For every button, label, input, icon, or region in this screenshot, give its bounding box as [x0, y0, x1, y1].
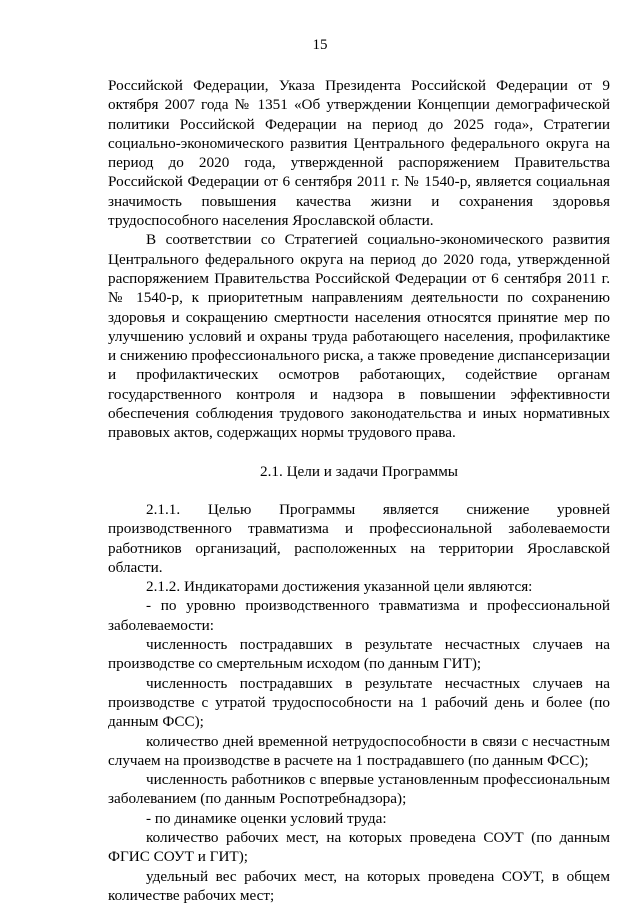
list-item: численность работников с впервые установленным профессиональным заболеванием (по данным Роспотребнадзора);	[108, 771, 610, 808]
list-item: численность пострадавших в результате несчастных случаев на производстве с утратой трудоспособности на 1 рабочий день и более (по данным ФСС);	[108, 674, 610, 731]
list-item: количество рабочих мест, на которых проведена СОУТ (по данным ФГИС СОУТ и ГИТ);	[108, 828, 610, 866]
item-indicators: 2.1.2. Индикаторами достижения указанной цели являются:	[146, 578, 533, 596]
list-item: удельный вес рабочих мест, на которых проведена СОУТ, в общем количестве рабочих мест;	[108, 867, 610, 904]
list-item: численность пострадавших в результате несчастных случаев на производстве со смертельным исходом (по данным ГИТ);	[108, 636, 610, 673]
item-goal: 2.1.1. Целью Программы является снижение уровней производственного травматизма и профессиональной заболеваемости работников организаций, расположенных на территории Ярославской области.	[108, 500, 610, 576]
paragraph-intro-continuation: Российской Федерации, Указа Президента Российской Федерации от 9 октября 2007 года № 1351 «Об утверждении Концепции демографической политики Российской Федерации на период до 2025 года», Стратегии социально-экономического развития Центрального федерального округа на период до 2020 года, утвержденной распоряжением Правительства Российской Федерации от 6 сентября 2011 г. № 1540-р, является социальная значимость повышения качества жизни и сохранения здоровья трудоспособного населения Ярославской области.	[108, 77, 610, 230]
list-item: количество дней временной нетрудоспособности в связи с несчастным случаем на производстве в расчете на 1 пострадавшего (по данным ФСС);	[108, 732, 610, 769]
list-item: - по динамике оценки условий труда:	[146, 809, 387, 827]
section-heading: 2.1. Цели и задачи Программы	[259, 462, 459, 480]
document-body	[108, 76, 610, 905]
page-number: 15	[312, 37, 328, 53]
list-item: - по уровню производственного травматизма и профессиональной заболеваемости:	[108, 597, 610, 634]
paragraph-strategy: В соответствии со Стратегией социально-экономического развития Центрального федерального округа на период до 2020 года, утвержденной распоряжением Правительства Российской Федерации от 6 сентября 2011 г. № 1540-р, к приоритетным направлениям деятельности по сохранению здоровья и сокращению смертности населения относятся принятие мер по улучшению условий и охраны труда работающего населения, профилактике и снижению профессионального риска, а также проведение диспансеризации и профилактических осмотров работающих, содействие органам государственного контроля и надзора в повышении эффективности обеспечения соблюдения трудового законодательства и иных нормативных правовых актов, содержащих нормы трудового права.	[108, 231, 610, 442]
